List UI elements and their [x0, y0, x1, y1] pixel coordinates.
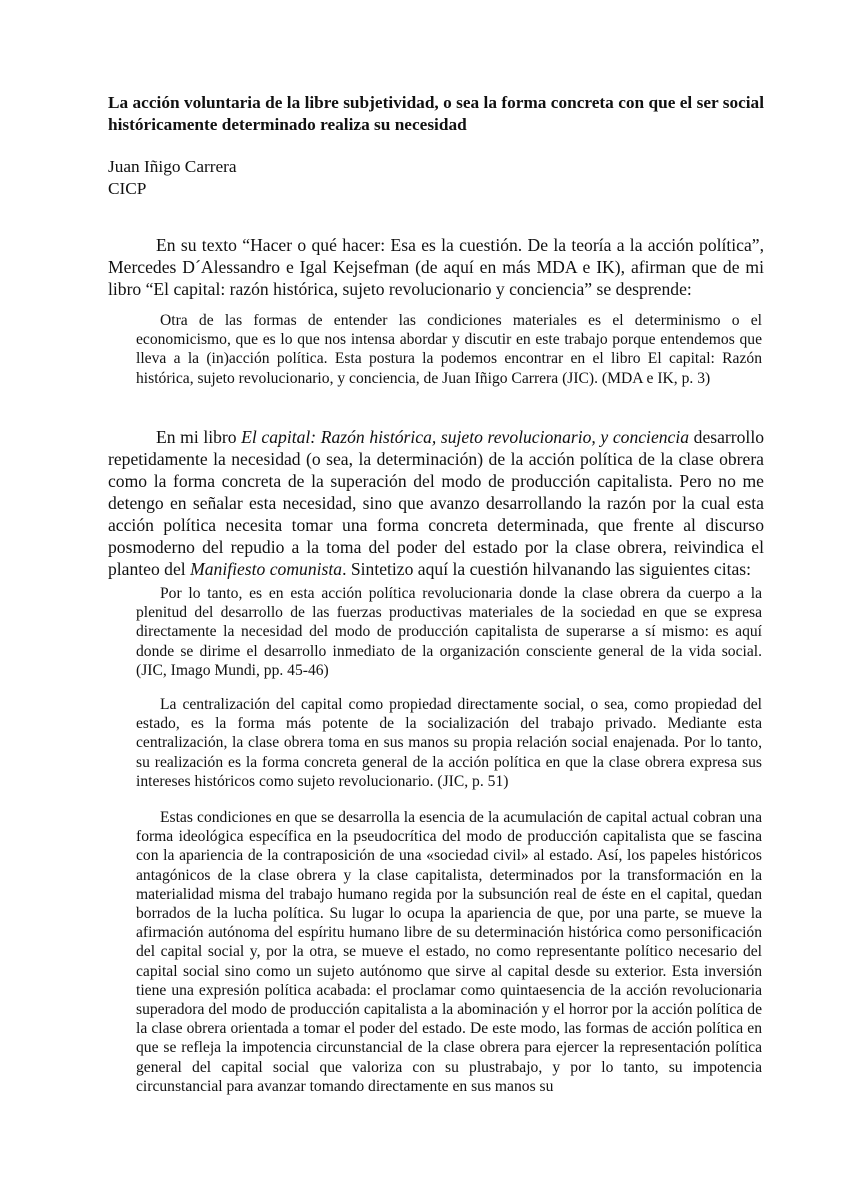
- block-quote-imago-mundi: Por lo tanto, es en esta acción política revolucionaria donde la clase obrera da cuerpo a la plenitud del desarrollo de las fuerzas productivas materiales de la sociedad en que se expresa directamente la necesidad del modo de producción capitalista de superarse a sí mismo: es aquí donde se dirime el desarrollo inmediato de la organización consciente general de la vida social. (JIC, Imago Mundi, pp. 45-46): [136, 585, 762, 679]
- paragraph-text: En mi libro: [156, 427, 242, 447]
- paragraph-intro: En su texto “Hacer o qué hacer: Esa es la cuestión. De la teoría a la acción política”, Mercedes D´Alessandro e Igal Kejsefman (de aquí en más MDA e IK), afirman que de mi libro “El capital: razón histórica, sujeto revolucionario y conciencia” se desprende:: [108, 235, 764, 299]
- author-block: [108, 156, 237, 200]
- paragraph-book-argument: [108, 426, 764, 580]
- block-quote-mda-ik: Otra de las formas de entender las condiciones materiales es el determinismo o el economicismo, que es lo que nos intensa abordar y discutir en este trabajo porque entendemos que lleva a la (in)acción política. Esta postura la podemos encontrar en el libro El capital: Razón histórica, sujeto revolucionario, y conciencia, de Juan Iñigo Carrera (JIC). (MDA e IK, p. 3): [136, 312, 762, 387]
- paragraph-text: desarrollo repetidamente la necesidad (o sea, la determinación) de la acción política de la clase obrera como la forma concreta de la superación del modo de producción capitalista. Pero no me detengo en señalar esta necesidad, sino que avanzo desarrollando la razón por la cual esta acción política necesita tomar una forma concreta determinada, que frente al discurso posmoderno del repudio a la toma del poder del estado por la clase obrera, reivindica el planteo del: [108, 427, 765, 579]
- author-affiliation: CICP: [108, 179, 147, 198]
- block-quote-centralization: La centralización del capital como propiedad directamente social, o sea, como propiedad del estado, es la forma más potente de la socialización del trabajo privado. Mediante esta centralización, la clase obrera toma en sus manos su propia relación social enajenada. Por lo tanto, su realización es la forma concreta general de la acción política en que la clase obrera expresa sus intereses históricos como sujeto revolucionario. (JIC, p. 51): [136, 696, 762, 790]
- block-quote-civil-society: Estas condiciones en que se desarrolla la esencia de la acumulación de capital actual cobran una forma ideológica específica en la pseudocrítica del modo de producción capitalista que se fascina con la apariencia de la contraposición de una «sociedad civil» al estado. Así, los papeles históricos antagónicos de la clase obrera y la clase capitalista, determinados por la transformación en la materialidad misma del trabajo humano regida por la subsunción real de éste en el capital, quedan borrados de la lucha política. Su lugar lo ocupa la apariencia de que, por una parte, se mueve la afirmación autónoma del espíritu humano libre de su determinación histórica como personificación del capital social y, por la otra, se mueve el estado, no como representante político necesario del capital social sino como un sujeto autónomo que sirve al capital desde su exterior. Esta inversión tiene una expresión política acabada: el proclamar como quintaesencia de la acción revolucionaria superadora del modo de producción capitalista a la abominación y el horror por la acción política de la clase obrera orientada a tomar el poder del estado. De este modo, las formas de acción política en que se refleja la impotencia circunstancial de la clase obrera para ejercer la representación política general del capital social que valoriza con su plustrabajo, y por lo tanto, su impotencia circunstancial para avanzar tomando directamente en sus manos su: [136, 809, 762, 1095]
- author-name: Juan Iñigo Carrera: [108, 157, 237, 176]
- paragraph-text: . Sintetizo aquí la cuestión hilvanando las siguientes citas:: [342, 559, 752, 579]
- manifesto-title-italic: Manifiesto comunista: [190, 559, 343, 579]
- document-title: La acción voluntaria de la libre subjetividad, o sea la forma concreta con que el ser social históricamente determinado realiza su necesidad: [108, 93, 764, 134]
- book-title-italic: El capital: Razón histórica, sujeto revolucionario, y conciencia: [241, 427, 690, 447]
